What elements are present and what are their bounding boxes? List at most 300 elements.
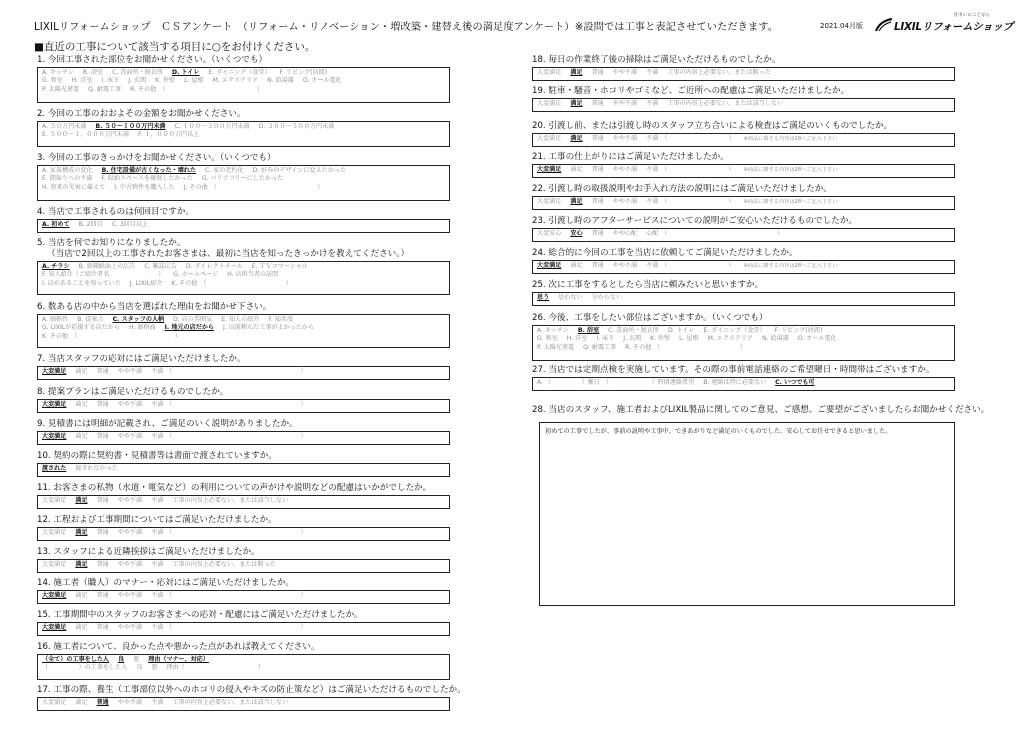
answer-option[interactable]: やや不満 (117, 592, 143, 599)
answer-option[interactable]: 理由（ ） (166, 664, 264, 672)
answer-row (42, 221, 445, 229)
answer-option[interactable]: C. １００～３００万円未満 (174, 123, 250, 130)
free-comment-box[interactable] (539, 422, 955, 606)
answer-row (42, 592, 445, 600)
answer-option-selected[interactable]: 満足 (570, 69, 583, 76)
answer-option[interactable]: B. 連絡は特に必要ない (703, 379, 767, 386)
answer-option[interactable]: 悪 (151, 664, 158, 672)
answer-row (42, 333, 445, 341)
answer-option-selected[interactable]: I. 地元の店だから (164, 324, 215, 332)
answer-row (537, 335, 950, 343)
answer-option[interactable]: やや不満 (612, 135, 638, 142)
question-title: 23. 引渡し時のアフターサービスについての説明がご安心いただけるものでしたか。 (532, 216, 858, 226)
answer-option[interactable]: H. 価格面 (129, 324, 156, 332)
answer-option[interactable]: 満足 (75, 699, 88, 706)
answer-option-selected[interactable]: （全て）の工事をした人 (42, 656, 110, 663)
answer-option[interactable]: 工事の内容上必要ない、または断った (172, 561, 276, 568)
question-title: 19. 駐車・騒音・ホコリやゴミなど、ご近所への配慮はご満足いただけましたか。 (532, 86, 850, 96)
question-28 (532, 405, 992, 416)
answer-option[interactable]: 大変満足 (537, 135, 562, 142)
question-4 (37, 207, 450, 233)
answer-option[interactable]: やや不満 (612, 262, 638, 269)
answer-option-selected[interactable]: 満足 (570, 100, 583, 107)
question-17 (37, 685, 466, 711)
question-title: 26. 今後、工事をしたい部位はございますか。（いくつでも） (532, 313, 768, 323)
answer-row (42, 529, 445, 537)
lixil-logo (874, 12, 1013, 34)
answer-row (42, 324, 445, 332)
answer-option[interactable]: 普通 (591, 135, 604, 142)
answer-row (537, 198, 950, 206)
answer-option-selected[interactable]: 満足 (75, 529, 88, 536)
question-title: 16. 施工者について、良かった点や悪かった点があれば教えてください。 (37, 642, 320, 652)
answer-option[interactable]: 不満 （ ） (151, 433, 307, 440)
answer-option[interactable]: M. エクステリア (212, 77, 259, 85)
answer-box (37, 431, 450, 445)
answer-option[interactable]: I. 床下 (101, 77, 120, 85)
question-3 (37, 153, 450, 201)
answer-box (37, 219, 450, 233)
answer-option[interactable]: やや不満 (117, 699, 143, 706)
question-title: 27. 当店では定期点検を実施しています。その際の事前電話連絡のご希望曜日・時間帯はございますか。 (532, 365, 935, 375)
logo-slogan: 住まいのことなら (954, 13, 990, 18)
answer-option[interactable]: 大変満足 (42, 699, 67, 706)
question-title: 21. 工事の仕上がりにはご満足いただけましたか。 (532, 152, 729, 162)
answer-option[interactable]: D. 店の雰囲気 (173, 316, 213, 323)
question-title: 7. 当店スタッフの応対にはご満足いただけましたか。 (37, 354, 246, 364)
answer-option-selected[interactable]: 満足 (75, 497, 88, 504)
answer-row (537, 230, 950, 238)
form-title: LIXILリフォームショップ ＣＳアンケート （リフォーム・リノベーション・増改築・建替え後の満足度アンケート）※設問では工事と表記させていただきます。 (34, 22, 779, 33)
answer-row (537, 166, 950, 174)
answer-option-selected[interactable]: 大変満足 (42, 401, 67, 408)
answer-option-selected[interactable]: 満足 (570, 135, 583, 142)
answer-row (42, 175, 445, 183)
answer-box (37, 314, 450, 348)
answer-box (37, 495, 450, 509)
question-1 (37, 55, 450, 103)
answer-box (37, 559, 450, 573)
answer-option[interactable]: 大変満足 (537, 69, 562, 76)
answer-option[interactable]: K. 外壁 (650, 335, 671, 343)
answer-option[interactable]: F. 収納スペースを確保したかった (101, 175, 193, 183)
answer-option[interactable]: G. ホームページ (173, 271, 219, 279)
answer-option[interactable]: B. 2回目 (78, 221, 103, 228)
instruction-text: ■直近の工事について該当する項目に○をお付けください。 (34, 41, 316, 53)
answer-option[interactable]: A. キッチン (537, 327, 569, 334)
answer-option[interactable]: O. オール電化 (302, 77, 342, 85)
answer-option[interactable]: やや不満 (117, 368, 143, 375)
question-title: 15. 工事期間中のスタッフのお客さまへの応対・配慮にはご満足いただけましたか。 (37, 610, 363, 620)
answer-option-selected[interactable]: 満足 (75, 561, 88, 568)
question-8 (37, 387, 450, 413)
question-title: 14. 施工者（職人）のマナー・応対にはご満足いただけましたか。 (37, 578, 295, 588)
question-title: 24. 総合的に今回の工事を当店に依頼してご満足いただけましたか。 (532, 248, 798, 258)
answer-option[interactable]: 普通 (591, 230, 604, 237)
question-7 (37, 354, 450, 380)
answer-option[interactable]: 不満 （ ） (151, 368, 307, 375)
answer-option[interactable]: 満足 (75, 624, 88, 631)
answer-option[interactable]: 不満 （ ） (151, 624, 307, 631)
question-title: 9. 見積書には明細が記載され、ご満足のいく説明がありましたか。 (37, 419, 298, 429)
answer-option[interactable]: H. 将来の災害に備えて (42, 183, 106, 191)
answer-option[interactable]: 心配 （ ） (646, 230, 784, 237)
answer-note: ※商品に関する内容は28へご記入下さい (743, 136, 838, 142)
answer-row (42, 280, 445, 288)
question-title: 13. スタッフによる近隣挨拶はご満足いただけましたか。 (37, 547, 260, 557)
answer-box (532, 164, 955, 178)
answer-option[interactable]: 普通 (591, 198, 604, 205)
question-2 (37, 109, 450, 147)
answer-option[interactable]: F. 知名度 (268, 316, 294, 323)
answer-option[interactable]: 工事の内容上必要ない、または該当しない (172, 699, 289, 706)
answer-option[interactable]: G. 和室 (42, 77, 63, 85)
answer-option[interactable]: B. 浴室 (82, 69, 104, 76)
answer-option[interactable]: 不満 （ ） (151, 529, 307, 536)
answer-option[interactable]: 大変満足 (42, 497, 67, 504)
answer-option[interactable]: やや不満 (117, 561, 143, 568)
answer-option[interactable]: L. 屋根 (184, 77, 204, 85)
answer-option[interactable]: C. 3回目以上 (111, 221, 149, 228)
answer-option[interactable]: J. 玄関 (623, 335, 642, 343)
answer-row (42, 401, 445, 409)
answer-row (42, 465, 445, 473)
question-10 (37, 451, 450, 477)
answer-option[interactable]: 不満 （ ） (151, 401, 307, 408)
answer-box (532, 228, 955, 242)
answer-option[interactable]: B. 提案力 (77, 316, 104, 323)
answer-row (42, 497, 445, 505)
answer-option[interactable]: J. その他 （ (183, 183, 217, 191)
answer-option-selected[interactable]: B. 住宅設備が古くなった・壊れた (101, 167, 196, 174)
answer-option[interactable]: D. ダイレクトメール (185, 263, 243, 270)
form-version-date: 2021.04月版 (820, 22, 863, 30)
answer-option[interactable]: G. 和室 (537, 335, 558, 343)
answer-option[interactable]: 普通 (591, 69, 604, 76)
answer-option[interactable]: I. 店があることを知っていた (42, 279, 121, 287)
answer-row (42, 699, 445, 707)
question-24 (532, 248, 955, 274)
answer-option[interactable]: Q. 耐震工事 (583, 343, 617, 351)
answer-option[interactable]: G. バリアフリーにしたかった (201, 175, 284, 183)
logo-swoosh-icon (874, 18, 894, 32)
answer-option[interactable]: 満足 (75, 592, 88, 599)
answer-option[interactable]: B. 新聞紙面上の広告 (78, 263, 136, 270)
answer-row (42, 86, 445, 94)
question-title: 20. 引渡し前、または引渡し時のスタッフ立ち合いによる検査はご満足のいくものでしたか。 (532, 121, 893, 131)
free-comment-text: 初めての工事でしたが、事前の説明や工事中、できあがりなど満足のいくものでした。安心してお任せできると思いました。 (545, 428, 892, 435)
question-5 (37, 238, 450, 295)
answer-option[interactable]: E. 知人の紹介 (221, 316, 260, 323)
answer-box (532, 377, 955, 391)
answer-option-selected[interactable]: B. 浴室 (577, 327, 600, 334)
answer-option[interactable]: ） (225, 183, 324, 191)
answer-box (532, 133, 955, 147)
answer-option[interactable]: M. エクステリア (707, 335, 754, 343)
answer-option[interactable]: N. 給湯器 (267, 77, 294, 85)
answer-row (537, 262, 950, 270)
answer-option[interactable]: 満足 (75, 433, 88, 440)
answer-option[interactable]: P. 太陽光発電 (42, 85, 80, 93)
question-title: 10. 契約の際に契約書・見積書等は書面で渡されていますか。 (37, 451, 277, 461)
answer-option[interactable]: 満足 (570, 166, 583, 173)
answer-row (42, 664, 445, 672)
answer-option[interactable]: 大変満足 (42, 529, 67, 536)
answer-option-selected[interactable]: 渡された (42, 465, 67, 472)
answer-option[interactable]: 満足 (75, 368, 88, 375)
answer-option[interactable]: R. その他 （ ） (625, 343, 746, 351)
answer-option[interactable]: 不満 (646, 100, 659, 107)
answer-option[interactable]: A. 家族構成の変化 (42, 167, 93, 174)
question-27 (532, 365, 955, 391)
answer-option[interactable]: 満足 (570, 262, 583, 269)
answer-box (532, 196, 955, 210)
answer-option[interactable]: 思わない (558, 294, 583, 301)
answer-option[interactable]: E. 間取りへの不満 (42, 175, 93, 183)
answer-option-selected[interactable]: A. 初めて (42, 221, 70, 228)
answer-option[interactable]: 工事の内容上必要ない、または断った (667, 69, 771, 76)
question-9 (37, 419, 450, 445)
answer-option-selected[interactable]: C. スタッフの人柄 (112, 316, 165, 323)
answer-option[interactable]: やや不満 (117, 433, 143, 440)
answer-option[interactable]: K. その他 （ ） (171, 279, 292, 287)
answer-option[interactable]: D. トイレ (667, 327, 695, 334)
answer-option[interactable]: 普通 (96, 624, 109, 631)
answer-row (537, 100, 950, 108)
answer-option[interactable]: E. ダイニング（食堂） (703, 327, 766, 334)
answer-row (42, 77, 445, 85)
question-12 (37, 515, 450, 541)
answer-option-selected[interactable]: 大変満足 (537, 166, 562, 173)
question-13 (37, 547, 450, 573)
answer-option[interactable]: K. その他 （ ） (42, 332, 181, 340)
answer-box (532, 292, 955, 306)
answer-option[interactable]: やや不満 (612, 166, 638, 173)
question-title: 4. 当店で工事されるのは何回目ですか。 (37, 207, 195, 217)
answer-option[interactable]: やや不満 (612, 69, 638, 76)
question-15 (37, 610, 450, 636)
answer-option[interactable]: F. リビング(居間) (279, 69, 328, 76)
question-6 (37, 302, 450, 348)
answer-option[interactable]: 大変満足 (537, 100, 562, 107)
question-25 (532, 280, 955, 306)
answer-option-selected[interactable]: 大変満足 (42, 433, 67, 440)
answer-option[interactable]: 普通 (96, 401, 109, 408)
answer-option[interactable]: 不満 （ ） (646, 198, 735, 205)
answer-box (37, 261, 450, 295)
answer-option[interactable]: やや不満 (117, 624, 143, 631)
answer-option[interactable]: L. 屋根 (679, 335, 699, 343)
answer-option[interactable]: J. 以前頼んだ工事がよかったから (223, 324, 314, 332)
answer-option[interactable]: A. ５０万円未満 (42, 123, 87, 130)
answer-option[interactable]: H. 洋室 (566, 335, 588, 343)
answer-row (42, 624, 445, 632)
answer-option[interactable]: R. その他 （ ） (130, 85, 263, 93)
answer-option-selected[interactable]: 大変満足 (42, 368, 67, 375)
answer-option[interactable]: 大変満足 (42, 561, 67, 568)
answer-option[interactable]: 分からない (591, 294, 623, 301)
answer-option[interactable]: C. 洗面所・脱衣所 (608, 327, 659, 334)
answer-row (42, 131, 445, 139)
answer-option[interactable]: A. キッチン (42, 69, 74, 76)
question-subtitle: （当店で2回以上の工事されたお客さまは、最初に当店を知ったきっかけを教えてください。） (47, 249, 410, 259)
question-11 (37, 483, 450, 509)
answer-option[interactable]: E. ダイニング（食堂） (208, 69, 271, 76)
question-title: 8. 提案プランはご満足いただけるものでしたか。 (37, 387, 229, 397)
answer-option[interactable]: O. オール電化 (797, 335, 837, 343)
answer-option[interactable]: やや不満 (117, 401, 143, 408)
question-title: 11. お客さまの私物（水道・電気など）の利用についての声がけや説明などの配慮はいかがでしたか。 (37, 483, 432, 493)
answer-option[interactable]: C. 洗面所・脱衣所 (112, 69, 163, 76)
question-20 (532, 121, 955, 147)
answer-option[interactable]: 良 (136, 664, 143, 672)
answer-option-selected[interactable]: 大変満足 (537, 262, 562, 269)
answer-note: ※商品に関する内容は28へご記入下さい (743, 263, 838, 269)
answer-option[interactable]: J. 玄関 (128, 77, 147, 85)
answer-option[interactable]: 普通 (96, 368, 109, 375)
answer-option[interactable]: 不満 (151, 497, 164, 504)
answer-option-selected[interactable]: 安心 (570, 230, 583, 237)
answer-option[interactable]: A. 価格性 (42, 316, 69, 323)
question-23 (532, 216, 955, 242)
answer-row (537, 135, 950, 143)
answer-option-selected[interactable]: C. いつでも可 (775, 379, 815, 386)
answer-option-selected[interactable]: 理由（マナー、対応） (148, 656, 209, 663)
answer-option[interactable]: やや心配 (612, 230, 638, 237)
answer-option[interactable]: Q. 耐震工事 (88, 85, 122, 93)
answer-option-selected[interactable]: 普通 (96, 699, 109, 706)
question-22 (532, 184, 955, 210)
answer-option[interactable]: 工事の内容上必要ない、または該当しない (667, 100, 784, 107)
answer-option[interactable]: 悪 (133, 656, 140, 663)
answer-option-selected[interactable]: A. チラシ (42, 263, 70, 270)
question-title: 22. 引渡し時の取扱説明やお手入れ方法の説明にはご満足いただけましたか。 (532, 184, 832, 194)
answer-row (42, 368, 445, 376)
answer-box (37, 654, 450, 680)
answer-box (37, 697, 450, 711)
answer-box (37, 121, 450, 147)
answer-box (37, 165, 450, 201)
answer-option[interactable]: 大変満足 (537, 198, 562, 205)
answer-option[interactable]: D. ３００～５００万円未満 (258, 123, 335, 130)
answer-row (537, 69, 950, 77)
answer-option[interactable]: 普通 (591, 100, 604, 107)
answer-option[interactable]: N. 給湯器 (762, 335, 789, 343)
answer-option[interactable]: J. LIXIL紹介 (129, 279, 163, 287)
answer-row (42, 433, 445, 441)
answer-box (37, 67, 450, 103)
answer-option-selected[interactable]: 思う (537, 294, 550, 301)
answer-row (42, 184, 445, 192)
answer-option[interactable]: （ ）の工事をした人 (42, 664, 128, 672)
answer-note: ※商品に関する内容は28へご記入下さい (743, 199, 838, 205)
answer-option[interactable]: E. ５００～１，０００万円未満 (42, 131, 129, 139)
answer-option[interactable]: やや不満 (117, 497, 143, 504)
answer-option[interactable]: やや不満 (612, 100, 638, 107)
question-title: 3. 今回の工事のきっかけをお聞かせください。（いくつでも） (37, 153, 276, 163)
answer-option[interactable]: 普通 (591, 262, 604, 269)
question-title: 18. 毎日の作業終了後の掃除はご満足いただけるものでしたか。 (532, 55, 781, 65)
answer-option[interactable]: D. 好みのデザインに変えたかった (252, 167, 347, 174)
answer-option[interactable]: やや不満 (117, 529, 143, 536)
answer-option[interactable]: P. 太陽光発電 (537, 343, 575, 351)
answer-option[interactable]: I. 中古物件を購入した (114, 183, 175, 191)
answer-option[interactable]: 普通 (96, 561, 109, 568)
answer-option[interactable]: 普通 (96, 433, 109, 440)
answer-option[interactable]: F. リビング(居間) (774, 327, 823, 334)
question-18 (532, 55, 955, 81)
answer-box (532, 260, 955, 274)
answer-box (37, 463, 450, 477)
question-26 (532, 313, 955, 361)
form-header (34, 12, 1013, 36)
answer-option[interactable]: 工事の内容上必要ない、または該当しない (172, 497, 289, 504)
answer-option[interactable]: 渡されなかった (75, 465, 119, 472)
answer-option[interactable]: F. １，０００万円以上 (137, 131, 200, 139)
answer-option[interactable]: 普通 (96, 529, 109, 536)
answer-option[interactable]: H. 店担当者の訪問 (227, 271, 279, 279)
answer-option[interactable]: 不満 （ ） (151, 592, 307, 599)
answer-option[interactable]: I. 床下 (596, 335, 615, 343)
answer-box (532, 67, 955, 81)
answer-option-selected[interactable]: 大変満足 (42, 624, 67, 631)
answer-box (37, 622, 450, 636)
answer-option-selected[interactable]: 良 (118, 656, 125, 663)
answer-box (532, 325, 955, 361)
answer-box (532, 98, 955, 112)
answer-option[interactable]: やや不満 (612, 198, 638, 205)
answer-option[interactable]: 普通 (96, 497, 109, 504)
answer-option-selected[interactable]: B. ５０～１００万円未満 (95, 123, 166, 130)
question-title: 25. 次に工事をするとしたら当店に頼みたいと思いますか。 (532, 280, 764, 290)
answer-option[interactable]: K. 外壁 (155, 77, 176, 85)
answer-row (537, 294, 950, 302)
answer-option[interactable]: G. LIXILが応援する店だから (42, 324, 120, 332)
answer-option[interactable]: H. 洋室 (71, 77, 93, 85)
question-title: 28. 当店のスタッフ、施工者およびLIXIL製品に関してのご意見、ご感想、ご要望がございましたらお聞かせください。 (532, 405, 990, 415)
answer-option[interactable]: E. ＴＶコマーシャル (251, 263, 309, 270)
answer-row (537, 379, 950, 387)
answer-option[interactable]: 不満 (151, 699, 164, 706)
answer-option[interactable]: 不満 （ ） (646, 166, 735, 173)
answer-option[interactable]: A. （ ）曜日 （ ）時頃連絡希望 (537, 379, 695, 386)
answer-option[interactable]: C. 雑誌広告 (144, 263, 177, 270)
answer-option[interactable]: 普通 (591, 166, 604, 173)
logo-text: LIXILリフォームショップ (894, 21, 1013, 33)
answer-option[interactable]: 不満 （ ） (646, 262, 735, 269)
question-title: 1. 今回工事された部位をお聞かせください。（いくつでも） (37, 55, 268, 65)
answer-option-selected[interactable]: D. トイレ (171, 69, 200, 76)
answer-option[interactable]: C. 家の老朽化 (205, 167, 244, 174)
answer-row (42, 271, 445, 279)
answer-box (37, 527, 450, 541)
answer-option[interactable]: F. 知人紹介（ご紹介者名 ） (42, 271, 165, 279)
answer-option-selected[interactable]: 満足 (570, 198, 583, 205)
answer-box (37, 590, 450, 604)
answer-option[interactable]: 大変安心 (537, 230, 562, 237)
answer-option[interactable]: 不満 （ ） (646, 135, 735, 142)
question-16 (37, 642, 450, 680)
answer-option[interactable]: 不満 (151, 561, 164, 568)
answer-option-selected[interactable]: 大変満足 (42, 592, 67, 599)
answer-option[interactable]: 普通 (96, 592, 109, 599)
answer-option[interactable]: 不満 (646, 69, 659, 76)
answer-box (37, 399, 450, 413)
answer-option[interactable]: 満足 (75, 401, 88, 408)
answer-box (37, 366, 450, 380)
answer-row (42, 561, 445, 569)
question-title: 2. 今回の工事のおおよその金額をお聞かせください。 (37, 109, 246, 119)
